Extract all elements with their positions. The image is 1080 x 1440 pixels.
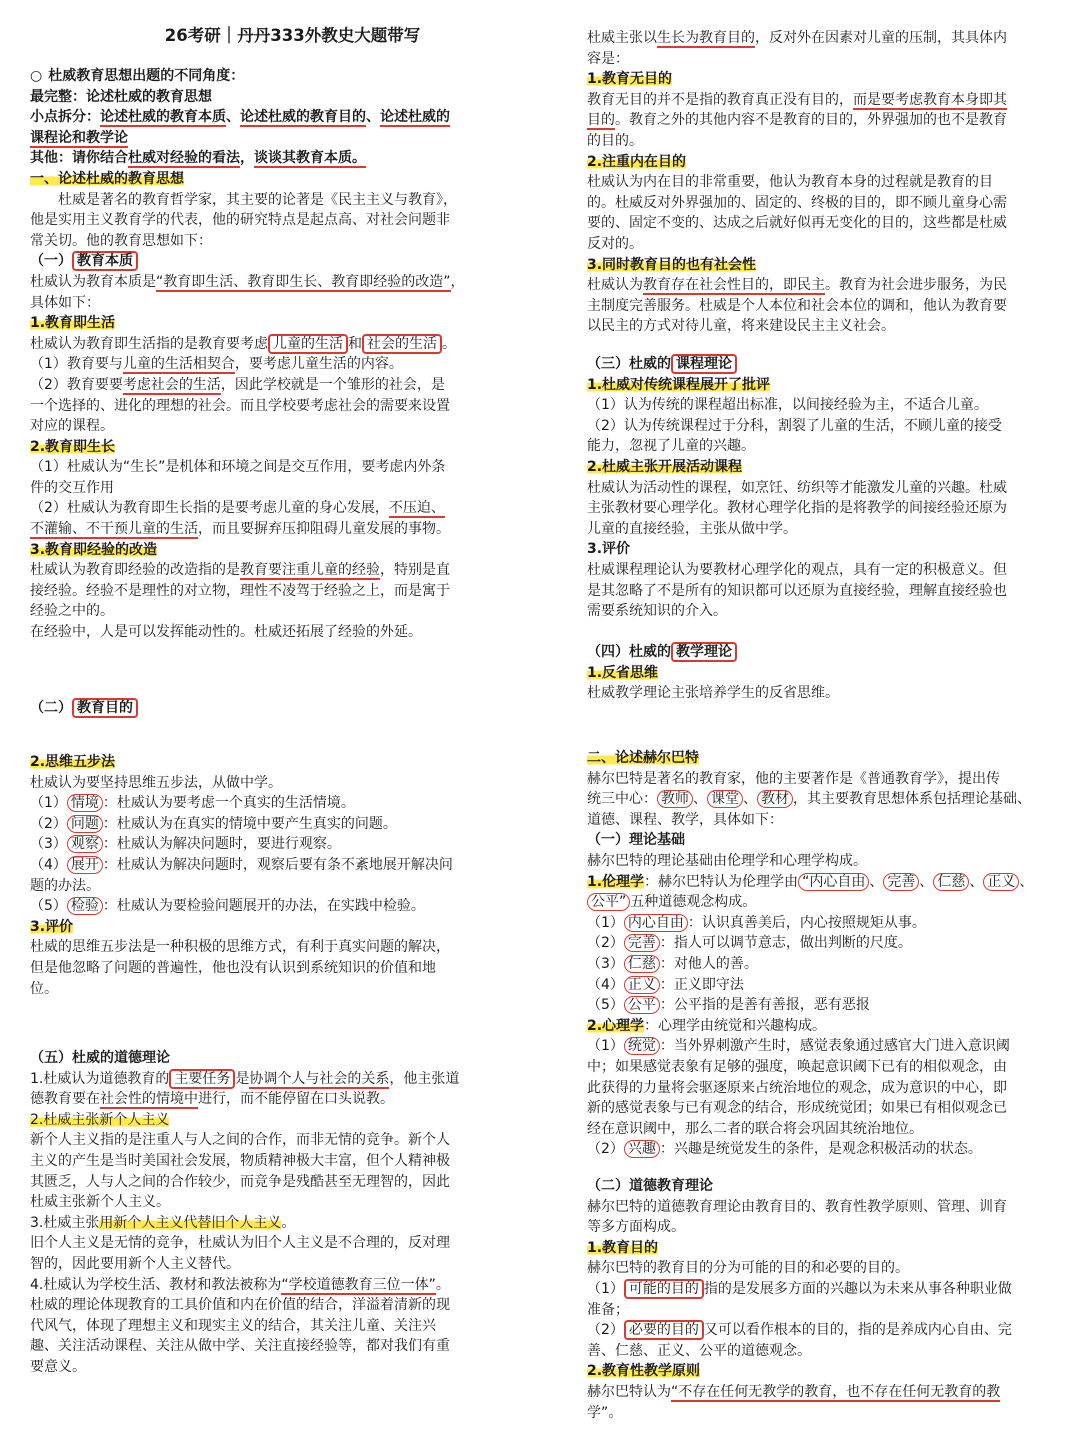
intro-block — [30, 66, 555, 643]
subheading-teaching: （四）杜威的 教学理论 — [587, 642, 1055, 663]
paragraph-line: 杜威认为活动性的课程，如烹饪、纺织等才能激发儿童的兴趣。杜威 — [587, 479, 1007, 496]
section-heading-dewey: 一、论述杜威的教育思想 — [30, 170, 184, 187]
paragraph-line: 主张教材要心理学化。教材心理学化指的是将教学的间接经验还原为 — [587, 500, 1007, 517]
paragraph-line: （2）认为传统课程过于分科，割裂了儿童的生活，不顾儿童的接受 — [587, 417, 1002, 434]
paragraph-line: 赫尔巴特的理论基础由伦理学和心理学构成。 — [587, 852, 867, 869]
ethics-item: （4） 正义 ：正义即守法 — [587, 976, 744, 993]
paragraph-line: 准备； — [587, 1301, 629, 1318]
page-title: 26考研｜丹丹333外教史大题带写 — [164, 26, 421, 45]
paragraph-line: 具体如下： — [30, 294, 100, 311]
paragraph-line: 不灌输、不干预儿童的生活，而且要摒弃压抑阻碍儿童发展的事物。 — [30, 521, 450, 538]
point-title: 3.评价 — [587, 541, 631, 558]
paragraph-line: 善、仁慈、正义、公平的道德观念。 — [587, 1342, 811, 1359]
paragraph-line: （1）认为传统的课程超出标准，以间接经验为主，不适合儿童。 — [587, 397, 988, 414]
paragraph-line: 要的、固定不变的、达成之后就好似再无变化的目的，这些都是杜威 — [587, 215, 1007, 232]
paragraph-line: 件的交互作用 — [30, 479, 114, 496]
aim-item: （2） 必要的目的 又可以看作根本的目的，指的是养成内心自由、完 — [587, 1322, 1012, 1339]
intro-line-other: 其他：请你结合杜威对经验的看法，谈谈其教育本质。 — [30, 150, 366, 167]
paragraph-line: 杜威的思维五步法是一种积极的思维方式，有利于真实问题的解决， — [30, 939, 450, 956]
paragraph-line: 教育无目的并不是指的教育真正没有目的，而是要考虑教育本身即其 — [587, 91, 1007, 108]
point-title: 1.杜威对传统课程展开了批评 — [587, 376, 771, 393]
paragraph-line: 儿童的直接经验，主张从做中学。 — [587, 520, 797, 537]
paragraph-line: 的。杜威反对外界强加的、固定的、终极的目的，即不顾儿童身心需 — [587, 194, 1007, 211]
paragraph-line: 道德、课程、教学，具体如下： — [587, 811, 783, 828]
paragraph-line: 1.杜威认为道德教育的 主要任务 是协调个人与社会的关系，他主张道 — [30, 1070, 460, 1087]
paragraph-line: 反对的。 — [587, 235, 643, 252]
moral-block — [30, 1048, 555, 1378]
paragraph-line: 是其忽略了不是所有的知识都可以还原为直接经验，理解直接经验也 — [587, 582, 1007, 599]
teaching-block — [587, 642, 1055, 704]
paragraph-line: 但是他忽略了问题的普遍性，他也没有认识到系统知识的价值和地 — [30, 959, 436, 976]
aims-block — [587, 28, 1055, 337]
step-item: （5） 检验 ：杜威认为要检验问题展开的办法，在实践中检验。 — [30, 898, 425, 915]
herbart-moral-block — [587, 1176, 1055, 1423]
paragraph-line: 赫尔巴特的道德教育理论由教育目的、教育性教学原则、管理、训育 — [587, 1198, 1007, 1215]
ethics-item: （1） 内心自由 ：认识真善美后，内心按照规矩从事。 — [587, 914, 926, 931]
paragraph-line: 其匮乏，人与人之间的合作较少，而竞争是残酷甚至无理智的，因此 — [30, 1173, 450, 1190]
paragraph-line: 2.心理学：心理学由统觉和兴趣构成。 — [587, 1017, 827, 1034]
paragraph-line: 杜威的理论体现教育的工具价值和内在价值的结合，洋溢着清新的现 — [30, 1297, 450, 1314]
paragraph-line: 杜威认为教育存在社会性目的，即民主。教育为社会进步服务，为民 — [587, 277, 1007, 294]
paragraph-line: 智的，因此要用新个人主义替代。 — [30, 1255, 240, 1272]
subheading-theory: （一）理论基础 — [587, 832, 685, 849]
paragraph-line: 等多方面构成。 — [587, 1219, 685, 1236]
point-title: 2.教育性教学原则 — [587, 1363, 701, 1380]
paragraph-line: （2）杜威认为教育即生长指的是要考虑儿童的身心发展，不压迫、 — [30, 500, 445, 517]
paragraph-line: 统三中心： 教师 、 课堂 、 教材 ，其主要教育思想体系包括理论基础、 — [587, 791, 1031, 808]
paragraph-line: 一个选择的、进化的理想的社会。而且学校要考虑社会的需要来设置 — [30, 397, 450, 414]
subheading-curriculum: （三）杜威的 课程理论 — [587, 354, 1055, 375]
paragraph-line: 赫尔巴特是著名的教育家，他的主要著作是《普通教育学》，提出传 — [587, 770, 1000, 787]
step-item: （2） 问题 ：杜威认为在真实的情境中要产生真实的问题。 — [30, 815, 397, 832]
point-title: 1.教育即生活 — [30, 315, 116, 332]
paragraph-line: 旧个人主义是无情的竞争，杜威认为旧个人主义是不合理的，反对理 — [30, 1235, 450, 1252]
paragraph-line: 1.伦理学：赫尔巴特认为伦理学由 “内心自由 、 完善 、 仁慈 、 正义 、 — [587, 873, 1034, 890]
point-title: 2.教育即生长 — [30, 438, 116, 455]
point-title: 2.注重内在目的 — [587, 153, 687, 170]
step-item: （1） 情境 ：杜威认为要考虑一个真实的生活情境。 — [30, 795, 355, 812]
point-title: 3.评价 — [30, 918, 74, 935]
paragraph-line: （1）杜威认为“生长”是机体和环境之间是交互作用，要考虑内外条 — [30, 459, 446, 476]
intro-line-complete: 最完整：论述杜威的教育思想 — [30, 88, 212, 105]
paragraph-line: 主义的产生是当时美国社会发展，物质精神极大丰富，但个人精神极 — [30, 1152, 450, 1169]
point-title: 1.反省思维 — [587, 664, 659, 681]
paragraph-line: 4.杜威认为学校生活、教材和教法被称为“学校道德教育三位一体”。 — [30, 1276, 450, 1293]
paragraph-line: 题的办法。 — [30, 877, 100, 894]
paragraph-line: 对应的课程。 — [30, 418, 114, 435]
paragraph-line: 杜威认为教育本质是“教育即生活、教育即生长、教育即经验的改造”， — [30, 273, 465, 290]
paragraph-line: 杜威认为教育即生活指的是教育要考虑 儿童的生活 和 社会的生活 。 — [30, 335, 456, 352]
thinking-block — [30, 752, 555, 999]
paragraph-line: 杜威主张新个人主义。 — [30, 1194, 170, 1211]
paragraph-line: 赫尔巴特认为“不存在任何无教学的教育，也不存在任何无教育的教 — [587, 1383, 1001, 1400]
paragraph-line: 杜威认为教育即经验的改造指的是教育要注重儿童的经验，特别是直 — [30, 562, 450, 579]
paragraph-line: 经在意识阈中，那么二者的联合将会巩固其统治地位。 — [587, 1120, 923, 1137]
point-title: 3.教育即经验的改造 — [30, 541, 158, 558]
point-title: 1.教育目的 — [587, 1239, 659, 1256]
paragraph-line: 杜威教学理论主张培养学生的反省思维。 — [587, 685, 839, 702]
paragraph-line: 的目的。 — [587, 132, 643, 149]
subheading-moral: （五）杜威的道德理论 — [30, 1050, 170, 1066]
herbart-block — [587, 748, 1055, 1160]
curriculum-block — [587, 354, 1055, 622]
point-title: 2.杜威主张开展活动课程 — [587, 458, 743, 475]
ethics-item: （5） 公平 ：公平指的是善有善报，恶有恶报 — [587, 997, 870, 1014]
paragraph-line: 新的感觉表象与已有观念的结合，形成统觉团；如果已有相似观念已 — [587, 1100, 1007, 1117]
ethics-item: （3） 仁慈 ：对他人的善。 — [587, 955, 758, 972]
subheading-moral-theory: （二）道德教育理论 — [587, 1178, 713, 1194]
intro-heading: ○ 杜威教育思想出题的不同角度： — [30, 68, 245, 84]
paragraph-line: 学”。 — [587, 1404, 623, 1421]
paragraph-line: 目的。教育之外的其他内容不是教育的目的，外界强加的也不是教育 — [587, 112, 1007, 129]
paragraph-line: 杜威认为内在目的非常重要，他认为教育本身的过程就是教育的目 — [587, 174, 993, 191]
ethics-item: （2） 完善 ：指人可以调节意志，做出判断的尺度。 — [587, 935, 912, 952]
paragraph-line: 他是实用主义教育学的代表，他的研究特点是起点高、对社会问题非 — [30, 212, 450, 229]
circle-bullet-icon: ○ — [30, 68, 43, 84]
paragraph-line: 需要系统知识的介入。 — [587, 603, 727, 620]
paragraph-line: 接经验。经验不是理性的对立物，理性不凌驾于经验之上，而是寓于 — [30, 582, 450, 599]
subheading-essence: （一） 教育本质 — [30, 251, 555, 272]
paragraph-line: 杜威是著名的教育哲学家，其主要的论著是《民主主义与教育》， — [58, 191, 457, 208]
point-title: 2.杜威主张新个人主义 — [30, 1111, 170, 1128]
intro-line-split: 小点拆分：论述杜威的教育本质、论述杜威的教育目的、论述杜威的 — [30, 109, 450, 126]
paragraph-line: 此获得的力量将会驱逐原来占统治地位的观念，成为意识的中心，即 — [587, 1079, 1007, 1096]
paragraph-line: 趣、关注活动课程、关注从做中学、关注直接经验等，都对我们有重 — [30, 1338, 450, 1355]
point-title: 2.思维五步法 — [30, 754, 116, 770]
paragraph-line: （2）教育要要考虑社会的生活，因此学校就是一个雏形的社会，是 — [30, 376, 445, 393]
psych-item: （2） 兴趣 ：兴趣是统觉发生的条件，是观念积极活动的状态。 — [587, 1141, 982, 1158]
paragraph-line: 在经验中，人是可以发挥能动性的。杜威还拓展了经验的外延。 — [30, 624, 422, 641]
point-title: 1.教育无目的 — [587, 71, 673, 88]
paragraph-line: 3.杜威主张用新个人主义代替旧个人主义。 — [30, 1214, 296, 1231]
step-item: （3） 观察 ：杜威认为解决问题时，要进行观察。 — [30, 836, 341, 853]
paragraph-line: 能力，忽视了儿童的兴趣。 — [587, 438, 755, 455]
step-item: （4） 展开 ：杜威认为解决问题时，观察后要有条不紊地展开解决问 — [30, 856, 453, 873]
paragraph-line: 代风气，体现了理想主义和现实主义的结合，其关注儿童、关注兴 — [30, 1317, 436, 1334]
psych-item: （1） 统觉 ：当外界刺激产生时，感觉表象通过感官大门进入意识阈 — [587, 1038, 1010, 1055]
paragraph-line: 公平” 五种道德观念构成。 — [587, 892, 1055, 913]
paragraph-line: （1）教育要与儿童的生活相契合，要考虑儿童生活的内容。 — [30, 356, 403, 373]
paragraph-line: 主制度完善服务。杜威是个人本位和社会本位的调和，他认为教育要 — [587, 297, 1007, 314]
paragraph-line: 杜威认为要坚持思维五步法，从做中学。 — [30, 774, 282, 791]
section-heading-herbart: 二、论述赫尔巴特 — [587, 750, 699, 766]
paragraph-line: 杜威主张以生长为教育目的，反对外在因素对儿童的压制，其具体内 — [587, 30, 1007, 46]
paragraph-line: 新个人主义指的是注重人与人之间的合作，而非无情的竞争。新个人 — [30, 1132, 450, 1149]
paragraph-line: 经验之中的。 — [30, 603, 114, 620]
point-title: 3.同时教育目的也有社会性 — [587, 256, 757, 273]
paragraph-line: 赫尔巴特的教育目的分为可能的目的和必要的目的。 — [587, 1260, 909, 1277]
intro-line-split-2: 课程论和教学论 — [30, 129, 128, 146]
paragraph-line: 德教育要在社会性的情境中进行，而不能停留在口头说教。 — [30, 1091, 394, 1108]
paragraph-line: 以民主的方式对待儿童，将来建设民主主义社会。 — [587, 318, 895, 335]
aim-item: （1） 可能的目的 指的是发展多方面的兴趣以为未来从事各种职业做 — [587, 1280, 1012, 1297]
paragraph-line: 常关切。他的教育思想如下： — [30, 232, 212, 249]
paragraph-line: 杜威课程理论认为要教材心理学化的观点，具有一定的积极意义。但 — [587, 561, 1007, 578]
paragraph-line: 要意义。 — [30, 1358, 86, 1375]
paragraph-line: 中；如果感觉表象有足够的强度，唤起意识阈下已有的相似观念，由 — [587, 1058, 1007, 1075]
subheading-aims: （二） 教育目的 — [30, 698, 555, 719]
title-block — [30, 26, 555, 46]
paragraph-line: 容是： — [587, 50, 629, 67]
paragraph-line: 位。 — [30, 980, 58, 997]
